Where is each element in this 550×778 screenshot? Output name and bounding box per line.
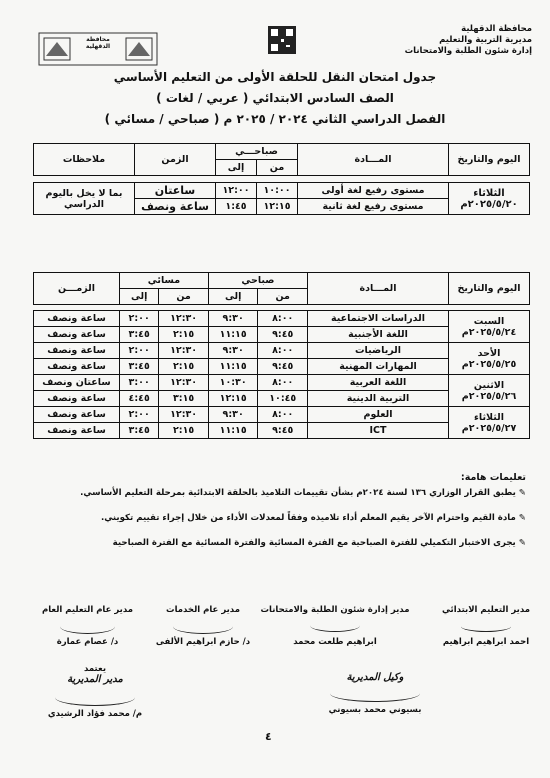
morning-from-cell: ٩:٤٥ [258,423,308,439]
col-header-duration: الزمـــن [34,273,120,305]
evening-from-cell: ٢:١٥ [159,423,209,439]
instruction-text: يجرى الاختبار التكميلي للفترة الصباحية مع الفترة المسائية والفترة المسائية مع الفترة الصباحية [112,538,516,548]
header-line: إدارة شئون الطلبة والامتحانات [404,46,532,56]
evening-to-cell: ٣:٤٥ [120,423,159,439]
morning-to-cell: ١٢:١٥ [208,391,258,407]
day-name: الثلاثاء [474,411,504,423]
morning-from-cell: ٨:٠٠ [258,375,308,391]
evening-from-cell: ١٢:٣٠ [159,375,209,391]
approval-label: يعتمد [83,664,107,674]
duration-cell: ساعة ونصف [34,407,120,423]
signature-primary-director [436,605,536,647]
evening-to-cell: ٣:٤٥ [120,359,159,375]
duration-cell: ساعة ونصف [34,359,120,375]
col-header-subject: المـــادة [308,273,449,305]
exam-schedule-table [33,272,530,439]
subject-cell: اللغة العربية [308,375,449,391]
instruction-item: ✎ مادة القيم واحترام الآخر يقيم المعلم أداء تلاميذه وفقاً لمعدلات الأداء من خلال إجراء تقييم تكويني. [100,513,526,523]
signature-name: ابراهيم طلعت محمد [293,637,377,647]
day-name: السبت [473,315,505,327]
evening-from-cell: ٢:١٥ [159,359,209,375]
signature-title: مدير التعليم الابتدائي [441,605,531,615]
table-row [34,407,530,423]
duration-cell: ساعة ونصف [34,423,120,439]
table-row [34,375,530,391]
governorate-logo [38,32,158,66]
duration-cell: ساعة ونصف [135,199,216,215]
col-header-morning: صباحي [208,273,307,289]
day-name: الثلاثاء [473,187,505,199]
evening-from-cell: ٣:١٥ [159,391,209,407]
day-cell [449,407,530,439]
evening-to-cell: ٢:٠٠ [120,407,159,423]
exam-date: ٢٠٢٥/٥/٢٠م [460,198,518,210]
subject-cell: ICT [308,423,449,439]
exam-date: ٢٠٢٥/٥/٢٧م [461,422,517,434]
morning-from-cell: ٨:٠٠ [258,343,308,359]
subject-cell: الدراسات الاجتماعية [308,311,449,327]
subject-cell: التربية الدينية [308,391,449,407]
subject-cell: المهارات المهنية [308,359,449,375]
from-cell: ١٢:١٥ [257,199,298,215]
from-cell: ١٠:٠٠ [257,183,298,199]
duration-cell: ساعة ونصف [34,391,120,407]
ministry-header [382,24,532,57]
table-row [34,183,530,199]
instruction-text: مادة القيم واحترام الآخر يقيم المعلم أداء تلاميذه وفقاً لمعدلات الأداء من خلال إجراء تقييم تكويني. [100,513,516,523]
day-name: الاثنين [473,379,505,391]
signature-title: مدير إدارة شئون الطلبة والامتحانات [260,605,410,615]
evening-from-cell: ١٢:٣٠ [159,343,209,359]
logo-text: محافظة الدقهلية [85,36,111,50]
table-row [34,311,530,327]
morning-from-cell: ٨:٠٠ [258,407,308,423]
page-number: ٤ [265,730,272,743]
instruction-text: يطبق القرار الوزاري ١٣٦ لسنة ٢٠٢٤م بشأن تقييمات التلاميذ بالحلقة الابتدائية بمرحلة التعليم الأساسي. [80,488,516,498]
col-header-subject: المـــادة [298,144,449,176]
col-header-day-date: اليوم والتاريخ [449,144,530,176]
col-header-from: من [258,289,308,305]
evening-to-cell: ٣:٠٠ [120,375,159,391]
signature-general-director [30,605,145,647]
term-title: الفصل الدراسي الثاني ٢٠٢٤ / ٢٠٢٥ م ( صباحي / مسائي ) [104,112,446,126]
evening-from-cell: ١٢:٣٠ [159,407,209,423]
signature-title: مدير عام التعليم العام [41,605,134,615]
signature-title: مدير المديرية [67,674,123,685]
signature-name: م/ محمد فؤاد الرشيدي [47,709,143,719]
signature-director [30,664,160,719]
evening-to-cell: ٢:٠٠ [120,311,159,327]
signature-name: د/ عصام عمارة [56,637,119,647]
header-line: محافظة الدقهلية [461,24,532,34]
signature-services-director [148,605,258,647]
day-cell [449,311,530,343]
col-header-evening: مسائي [120,273,209,289]
grade-title: الصف السادس الابتدائي ( عربي / لغات ) [156,91,394,105]
duration-cell: ساعتان [135,183,216,199]
exam-date: ٢٠٢٥/٥/٢٤م [461,326,517,338]
subject-cell: مستوى رفيع لغة أولى [298,183,449,199]
qr-code-icon [268,26,296,54]
day-cell [449,343,530,375]
col-header-notes: ملاحظات [34,144,135,176]
instructions-title: تعليمات هامة: [460,472,526,483]
signature-name: د/ حازم ابراهيم الألفى [155,637,251,647]
col-header-to: إلى [120,289,159,305]
evening-to-cell: ٤:٤٥ [120,391,159,407]
col-header-from: من [257,160,298,176]
duration-cell: ساعة ونصف [34,311,120,327]
signature-title: وكيل المديرية [346,672,404,683]
signature-name: بسيوني محمد بسيوني [328,705,422,715]
subject-cell: الرياضيات [308,343,449,359]
morning-from-cell: ٩:٤٥ [258,327,308,343]
signature-deputy [310,672,440,715]
col-header-to: إلى [208,289,258,305]
header-line: مديرية التربية والتعليم [439,35,532,45]
morning-from-cell: ١٠:٤٥ [258,391,308,407]
morning-to-cell: ١٠:٣٠ [208,375,258,391]
notes-cell: بما لا يخل باليوم الدراسي [34,183,135,215]
morning-from-cell: ٨:٠٠ [258,311,308,327]
morning-to-cell: ١١:١٥ [208,423,258,439]
to-cell: ١٢:٠٠ [216,183,257,199]
col-header-day-date: اليوم والتاريخ [449,273,530,305]
morning-to-cell: ٩:٣٠ [208,311,258,327]
instruction-item: ✎ يجرى الاختبار التكميلي للفترة الصباحية مع الفترة المسائية والفترة المسائية مع الفترة الصباحية [112,538,526,548]
exam-date: ٢٠٢٥/٥/٢٦م [461,390,517,402]
to-cell: ١:٤٥ [216,199,257,215]
subject-cell: مستوى رفيع لغة ثانية [298,199,449,215]
morning-to-cell: ١١:١٥ [208,327,258,343]
evening-from-cell: ٢:١٥ [159,327,209,343]
col-header-morning: صباحـــي [216,144,298,160]
duration-cell: ساعة ونصف [34,343,120,359]
signature-title: مدير عام الخدمات [166,605,240,615]
col-header-duration: الزمن [135,144,216,176]
morning-to-cell: ١١:١٥ [208,359,258,375]
exam-title: جدول امتحان النقل للحلقة الأولى من التعليم الأساسي [113,70,437,84]
day-name: الأحد [477,347,501,359]
morning-to-cell: ٩:٣٠ [208,343,258,359]
advanced-level-table [33,143,530,215]
evening-to-cell: ٢:٠٠ [120,343,159,359]
morning-to-cell: ٩:٣٠ [208,407,258,423]
signature-name: احمد ابراهيم ابراهيم [442,637,530,647]
col-header-from: من [159,289,209,305]
subject-cell: اللغة الأجنبية [308,327,449,343]
subject-cell: العلوم [308,407,449,423]
duration-cell: ساعتان ونصف [34,375,120,391]
morning-from-cell: ٩:٤٥ [258,359,308,375]
exam-date: ٢٠٢٥/٥/٢٥م [461,358,517,370]
evening-from-cell: ١٢:٣٠ [159,311,209,327]
evening-to-cell: ٣:٤٥ [120,327,159,343]
instruction-item: ✎ يطبق القرار الوزاري ١٣٦ لسنة ٢٠٢٤م بشأن تقييمات التلاميذ بالحلقة الابتدائية بمرحلة التعليم الأساسي. [80,488,526,498]
day-cell [449,183,530,215]
signature-affairs-director [255,605,415,647]
day-cell [449,375,530,407]
duration-cell: ساعة ونصف [34,327,120,343]
table-row [34,343,530,359]
col-header-to: إلى [216,160,257,176]
